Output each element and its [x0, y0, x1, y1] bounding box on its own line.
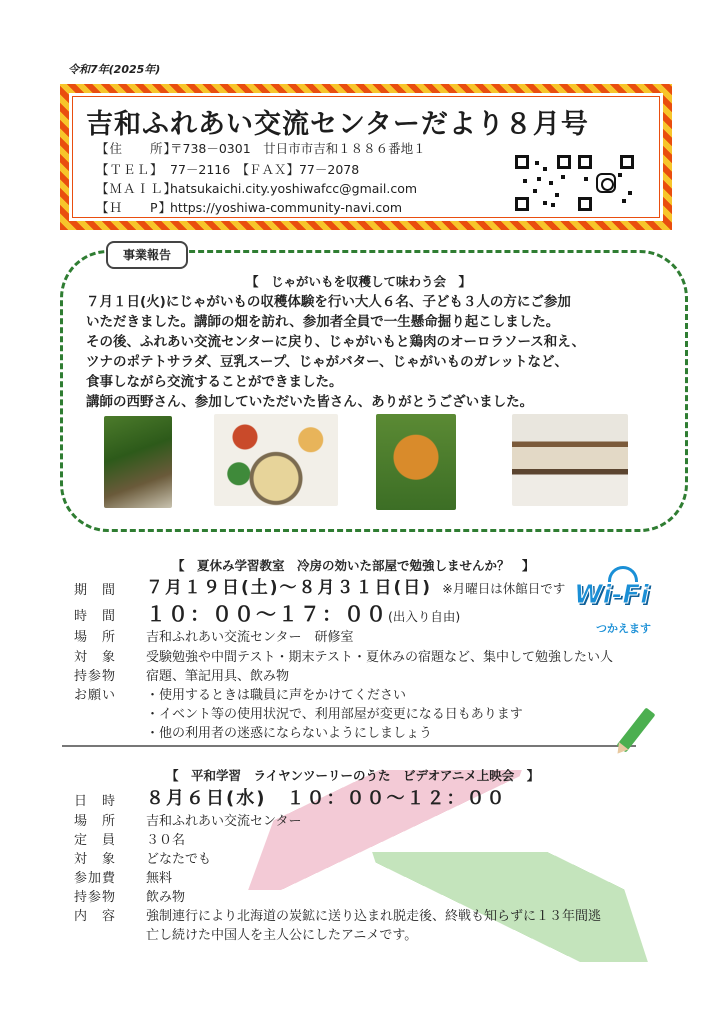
time-label: 時 間: [74, 609, 117, 624]
era-label: 令和7年(2025年): [68, 63, 161, 76]
peace-content-line2: 亡し続けた中国人を主人公にしたアニメです。: [146, 928, 418, 943]
period-row: [146, 573, 565, 598]
summer-heading: 【 夏休み学習教室 冷房の効いた部屋で勉強しませんか？ 】: [172, 558, 535, 573]
tel-row: [96, 164, 359, 177]
time-note: (出入り自由): [388, 609, 461, 624]
report-line: 講師の西野さん、参加していただいた皆さん、ありがとうございました。: [86, 394, 534, 410]
peace-fee-label: 参加費: [74, 871, 117, 886]
homepage-key: 【Ｈ P】: [96, 200, 173, 215]
mail-value[interactable]: hatsukaichi.city.yoshiwafcc@gmail.com: [170, 181, 418, 196]
divider-line: [62, 745, 636, 747]
pencil-icon: [616, 707, 655, 752]
photo-dining-room: [512, 414, 628, 506]
peace-place-value: 吉和ふれあい交流センター: [146, 814, 302, 829]
peace-capacity-value: ３０名: [146, 833, 186, 848]
report-line: ７月１日(火)にじゃがいもの収穫体験を行い大人６名、子ども３人の方にご参加: [86, 294, 571, 310]
request-label: お願い: [74, 688, 117, 703]
target-value: 受験勉強や中間テスト・期末テスト・夏休みの宿題など、集中して勉強したい人: [146, 650, 613, 665]
report-heading: 【 じゃがいもを収穫して味わう会 】: [246, 274, 472, 289]
mail-key: 【ＭＡＩＬ】: [96, 181, 178, 196]
wifi-badge: Wi-Fi: [574, 580, 650, 610]
address-key: 【住 所】: [96, 141, 178, 156]
wifi-caption: つかえます: [596, 622, 651, 635]
peace-place-label: 場 所: [74, 814, 117, 829]
mail-row: [96, 183, 417, 196]
peace-target-value: どなたでも: [146, 852, 212, 867]
peace-capacity-label: 定 員: [74, 833, 117, 848]
period-label: 期 間: [74, 583, 117, 598]
items-label: 持参物: [74, 669, 117, 684]
peace-fee-value: 無料: [146, 871, 173, 886]
instagram-icon: [596, 173, 616, 193]
peace-items-label: 持参物: [74, 890, 117, 905]
report-line: いただきました。講師の畑を訪れ、参加者全員で一生懸命掘り起こしました。: [86, 314, 560, 330]
peace-content-label: 内 容: [74, 909, 117, 924]
address-value: 〒738－0301 廿日市市吉和１８８６番地１: [170, 141, 426, 156]
period-value: ７月１９日(土)～８月３１日(日): [146, 578, 433, 598]
photo-dishes: [214, 414, 338, 506]
report-line: 食事しながら交流することができました。: [86, 374, 343, 390]
items-value: 宿題、筆記用具、飲み物: [146, 669, 290, 684]
peace-target-label: 対 象: [74, 852, 117, 867]
tel-value: 77－2116 【ＦＡＸ】77－2078: [170, 162, 360, 177]
time-value: １０：００～１７：００: [146, 602, 388, 626]
peace-content-value: 強制連行により北海道の炭鉱に送り込まれ脱走後、終戦も知らずに１３年間逃: [146, 909, 602, 924]
address-row: [96, 143, 426, 156]
peace-items-value: 飲み物: [146, 890, 186, 905]
qr-code-instagram-icon[interactable]: [578, 155, 634, 211]
peace-heading: 【 平和学習 ライヤンツーリーのうた ビデオアニメ上映会 】: [166, 768, 540, 783]
period-note: ※月曜日は休館日です: [442, 581, 566, 596]
peace-date-value: ８月６日(水) １０：００～１２：００: [146, 788, 507, 809]
photo-potato-basket: [376, 414, 456, 510]
peace-date-label: 日 時: [74, 794, 117, 809]
page-title: 吉和ふれあい交流センターだより８月号: [86, 109, 589, 140]
report-line: ツナのポテトサラダ、豆乳スープ、じゃがバター、じゃがいものガレットなど、: [86, 354, 568, 370]
report-tab: 事業報告: [106, 241, 188, 269]
place-label: 場 所: [74, 630, 117, 645]
homepage-row: [96, 202, 402, 215]
request-3: ・他の利用者の迷惑にならないようにしましょう: [146, 726, 433, 741]
report-body: [86, 292, 646, 412]
place-value: 吉和ふれあい交流センター 研修室: [146, 630, 354, 645]
target-label: 対 象: [74, 650, 117, 665]
request-1: ・使用するときは職員に声をかけてください: [146, 688, 407, 703]
homepage-link[interactable]: https://yoshiwa-community-navi.com: [170, 200, 403, 215]
qr-code-homepage-icon[interactable]: [515, 155, 571, 211]
tel-key: 【ＴＥＬ】: [96, 162, 164, 177]
request-2: ・イベント等の使用状況で、利用部屋が変更になる日もあります: [146, 707, 523, 722]
report-line: その後、ふれあい交流センターに戻り、じゃがいもと鶏肉のオーロラソース和え、: [86, 334, 586, 350]
photo-harvest: [104, 416, 172, 508]
time-row: [146, 598, 460, 627]
